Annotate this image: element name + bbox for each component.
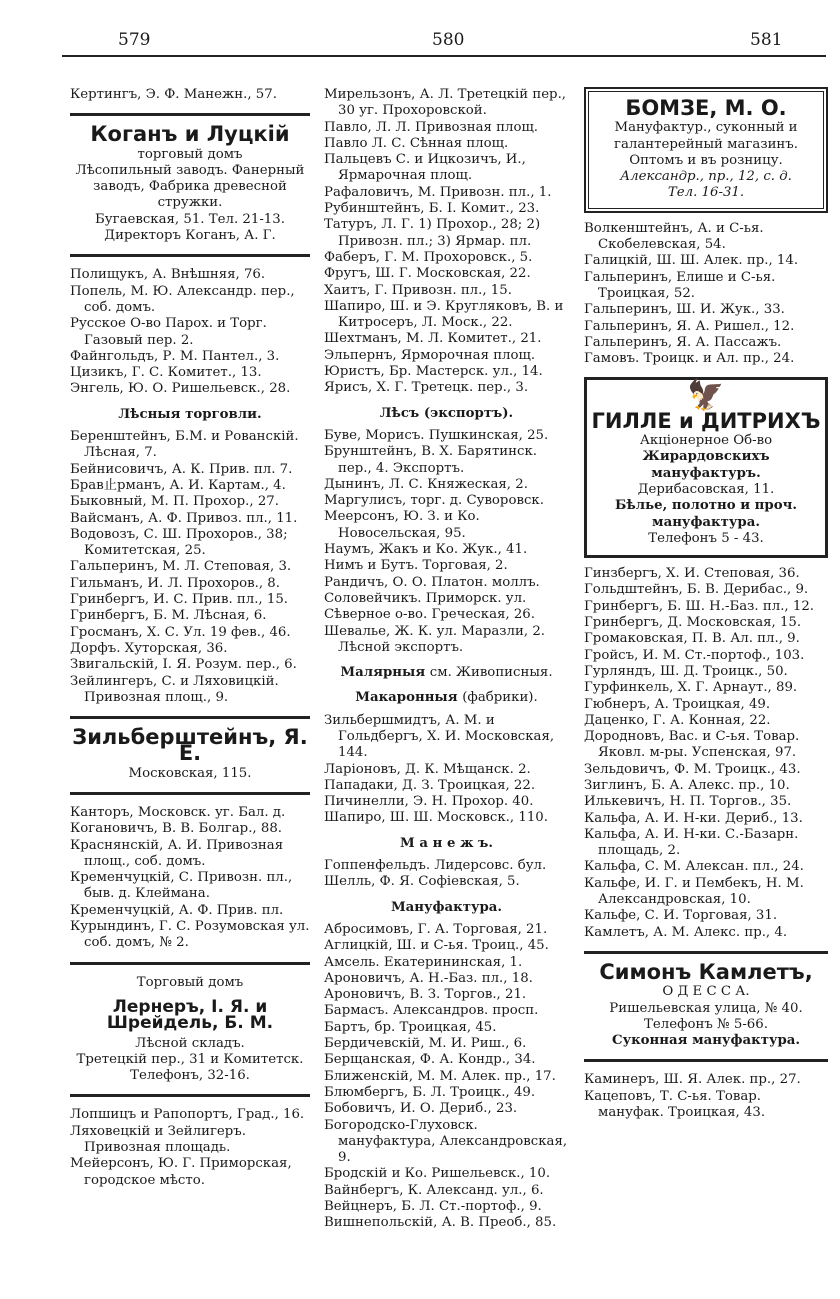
heading-note: (фабрики). (462, 690, 538, 706)
list-item: Гильманъ, И. Л. Прохоров., 8. (70, 575, 280, 591)
list-item: Попель, М. Ю. Александр. пер., соб. домъ. (70, 283, 295, 315)
list-item: Рубинштейнъ, Б. I. Комит., 23. (324, 201, 540, 217)
list-item: Нимъ и Бутъ. Торговая, 2. (324, 558, 508, 574)
section-heading-malyarnye (324, 665, 569, 681)
list-item: Рандичъ, О. О. Платон. моллъ. (324, 574, 540, 590)
page-number-right: 581 (750, 30, 783, 50)
column-center (324, 87, 569, 1232)
list-item: Гринбергъ, Б. Ш. Н.-Баз. пл., 12. (584, 598, 815, 614)
advert-kamlet (584, 959, 828, 1049)
list-item: Мирельзонъ, А. Л. Третецкій пер., 30 уг. Прохоровской. (324, 87, 567, 119)
advert-line: Директоръ Коганъ, А. Г. (104, 228, 276, 244)
page-number-left: 579 (118, 30, 151, 50)
section-heading: М а н е ж ъ. (400, 835, 493, 851)
list-item: Кертингъ, Э. Ф. Манежн., 57. (70, 87, 277, 102)
list-item: Дорфъ. Хуторская, 36. (70, 640, 228, 656)
heading-text: Малярныя (340, 665, 426, 681)
list-item: Кальфе, С. И. Торговая, 31. (584, 908, 778, 924)
advert-line: Жирардовскихъ мануфактуръ. (642, 449, 770, 481)
divider (70, 792, 310, 795)
list-item: Курындинъ, Г. С. Розумовская ул. соб. домъ, № 2. (70, 919, 310, 951)
advert-line: Лѣсопильный заводъ. Фанерный заводъ, Фабрика древесной стружки. (75, 162, 305, 211)
list-item: Блюмбергъ, Б. Л. Троицк., 49. (324, 1084, 536, 1100)
list-item: Гюбнеръ, А. Троицкая, 49. (584, 696, 771, 712)
list-item: Камлетъ, А. М. Алекс. пр., 4. (584, 924, 788, 940)
advert-title: БОМЗЕ, М. О. (625, 96, 787, 120)
list-item: Гурфинкель, Х. Г. Арнаут., 89. (584, 680, 798, 696)
list-item: Ларіоновъ, Д. К. Мѣщанск. 2. (324, 761, 531, 777)
advert-title: Зильберштейнъ, Я. Е. (72, 725, 308, 766)
list-item: Энгель, Ю. О. Ришельевск., 28. (70, 381, 291, 397)
advert-line: Тел. 16-31. (667, 185, 745, 201)
advert-line: Телефонъ № 5-66. (644, 1016, 768, 1032)
entry-list (70, 267, 310, 397)
list-item: Когановичъ, В. В. Болгар., 88. (70, 821, 283, 837)
list-item: Бродскій и Ко. Ришельевск., 10. (324, 1166, 551, 1182)
list-item: Кальфа, С. М. Алексан. пл., 24. (584, 859, 804, 875)
advert-line: Бѣлье, полотно и проч. мануфактура. (615, 498, 797, 530)
entry-list (584, 566, 828, 941)
advert-title: Симонъ Камлетъ, (599, 959, 813, 984)
list-item: Ляховецкій и Зейлигеръ. Привозная площадь. (70, 1123, 246, 1156)
list-item: Гинзбергъ, Х. И. Степовая, 36. (584, 566, 800, 582)
list-item: Гурляндъ, Ш. Д. Троицк., 50. (584, 663, 788, 679)
column-right (584, 87, 828, 1121)
list-item: Полищукъ, А. Внѣшняя, 76. (70, 267, 266, 283)
divider (70, 113, 310, 116)
list-item: Соловейчикъ. Приморск. ул. (324, 590, 527, 606)
advert-line: Торговый домъ (136, 974, 244, 990)
list-item: Юристъ, Бр. Мастерск. ул., 14. (324, 364, 543, 380)
list-item: Ярисъ, Х. Г. Третецк. пер., 3. (324, 380, 529, 396)
list-item: Аглицкій, Ш. и С-ья. Троиц., 45. (324, 938, 549, 954)
list-item: Сѣверное о-во. Греческая, 26. (324, 607, 535, 623)
list-item: Кальфа, А. И. Н-ки. С.-Базарн. площадь, 2. (584, 826, 799, 859)
list-item: Даценко, Г. А. Конная, 22. (584, 712, 771, 728)
advert-title: Коганъ и Луцкій (90, 122, 290, 147)
list-item: Зейлингеръ, С. и Ляховицкій. Привозная площ., 9. (70, 673, 279, 705)
list-item: Канторъ, Московск. уг. Бал. д. (70, 804, 286, 820)
advert-line: Бугаевская, 51. Тел. 21-13. (95, 211, 285, 227)
list-item: Мейерсонъ, Ю. Г. Приморская, городское мѣсто. (70, 1156, 292, 1188)
entry-list (70, 805, 310, 952)
list-item: Хаитъ, Г. Привозн. пл., 15. (324, 282, 512, 298)
advert-line: Телефонъ, 32-16. (130, 1068, 250, 1084)
list-item: Гринбергъ, Б. М. Лѣсная, 6. (70, 608, 267, 624)
list-item: Рафаловичъ, М. Привозн. пл., 1. (324, 184, 552, 200)
section-heading: Лѣсъ (экспортъ). (379, 405, 514, 421)
list-item: Кременчуцкій, А. Ф. Прив. пл. (70, 902, 284, 918)
entry-list (70, 429, 310, 706)
list-item: Файнгольдъ, Р. М. Пантел., 3. (70, 348, 280, 364)
list-item: Илькевичъ, Н. П. Торгов., 35. (584, 794, 792, 810)
list-item: Бармасъ. Александров. просп. (324, 1003, 539, 1019)
entry-list (324, 87, 569, 397)
list-item: Вейцнеръ, Б. Л. Ст.-портоф., 9. (324, 1199, 542, 1214)
list-item: Волкенштейнъ, А. и С-ья. Скобелевская, 54. (584, 220, 764, 253)
list-item: Громаковская, П. В. Ал. пл., 9. (584, 631, 800, 647)
advert-title: Лернеръ, I. Я. и Шрейдель, Б. М. (106, 996, 274, 1034)
list-item: Бейнисовичъ, А. К. Прив. пл. 7. (70, 461, 293, 477)
entry-list (324, 428, 569, 656)
list-item: Ароновичъ, А. Н.-Баз. пл., 18. (324, 970, 533, 986)
entry-list (70, 87, 310, 103)
list-item: Бердичевскій, М. И. Риш., 6. (324, 1036, 527, 1052)
divider (584, 1059, 828, 1062)
eagle-emblem-icon: 🦅 (687, 378, 725, 414)
list-item: Гросманъ, Х. С. Ул. 19 фев., 46. (70, 624, 291, 640)
list-item: Русское О-во Парох. и Торг. Газовый пер. 2. (70, 316, 267, 348)
advert-line: Дерибасовская, 11. (637, 481, 775, 497)
heading-text: Макаронныя (355, 690, 458, 706)
advert-line: торговый домъ (137, 146, 243, 162)
list-item: Брав止рманъ, А. И. Картам., 4. (70, 477, 286, 493)
entry-list (324, 713, 569, 827)
list-item: Шапиро, Ш. Ш. Московск., 110. (324, 810, 548, 826)
list-item: Кальфе, И. Г. и Пембекъ, Н. М. Александровская, 10. (584, 875, 804, 908)
list-item: Кацеповъ, Т. С-ья. Товар. мануфак. Троицкая, 43. (584, 1088, 766, 1121)
list-item: Буве, Морисъ. Пушкинская, 25. (324, 427, 549, 443)
list-item: Бартъ, бр. Троицкая, 45. (324, 1019, 497, 1035)
list-item: Гринбергъ, И. С. Прив. пл., 15. (70, 592, 289, 608)
list-item: Шапиро, Ш. и Э. Кругляковъ, В. и Китросеръ, Л. Моск., 22. (324, 298, 564, 331)
list-item: Вишнепольскій, А. В. Преоб., 85. (324, 1215, 557, 1231)
list-item: Зильбершмидтъ, А. М. и Гольдбергъ, Х. И. Московская, 144. (324, 712, 555, 761)
list-item: Фаберъ, Г. М. Прохоровск., 5. (324, 249, 533, 265)
advert-kogan-lutsky (70, 122, 310, 244)
list-item: Вайнбергъ, К. Александ. ул., 6. (324, 1182, 544, 1198)
list-item: Бобовичъ, И. О. Дериб., 23. (324, 1101, 518, 1117)
entry-list (324, 858, 569, 891)
list-item: Дородновъ, Вас. и С-ья. Товар. Яковл. м-ры. Успенская, 97. (584, 729, 800, 761)
advert-line: Мануфактур., суконный и галантерейный магазинъ. Оптомъ и въ розницу. (614, 120, 798, 168)
advert-lerner (70, 975, 310, 1085)
list-item: Гальперинъ, Елише и С-ья. Троицкая, 52. (584, 269, 776, 301)
advert-line: Ришельевская улица, № 40. (609, 1000, 803, 1016)
list-item: Зиглинъ, Б. А. Алекс. пр., 10. (584, 777, 790, 793)
list-item: Шелль, Ф. Я. Софіевская, 5. (324, 874, 520, 890)
list-item: Цизикъ, Г. С. Комитет., 13. (70, 365, 262, 381)
advert-line: Суконная мануфактура. (611, 1033, 800, 1049)
list-item: Павло, Л. Л. Привозная площ. (324, 119, 539, 135)
divider (70, 254, 310, 257)
list-item: Кальфа, А. И. Н-ки. Дериб., 13. (584, 810, 803, 826)
list-item: Водовозъ, С. Ш. Прохоров., 38; Комитетская, 25. (70, 526, 288, 559)
list-item: Гринбергъ, Д. Московская, 15. (584, 615, 802, 631)
section-heading-makaronnye (324, 690, 569, 706)
advert-line: Третецкій пер., 31 и Комитетск. (76, 1051, 304, 1067)
divider (70, 716, 310, 719)
list-item: Пападаки, Д. З. Троицкая, 22. (324, 777, 536, 793)
list-item: Гройсъ, И. М. Ст.-портоф., 103. (584, 647, 805, 663)
header-rule (62, 55, 826, 57)
list-item: Звигальскій, I. Я. Розум. пер., 6. (70, 657, 297, 673)
list-item: Шехтманъ, М. Л. Комитет., 21. (324, 331, 542, 347)
list-item: Маргулисъ, торг. д. Суворовск. (324, 493, 544, 509)
list-item: Амсель. Екатерининская, 1. (324, 954, 523, 970)
advert-zilbershtein (70, 725, 310, 782)
page-number-center: 580 (432, 30, 465, 50)
list-item: Гальперинъ, Я. А. Пассажъ. (584, 334, 782, 350)
list-item: Брунштейнъ, В. Х. Барятинск. пер., 4. Экспортъ. (324, 444, 538, 476)
heading-note: см. Живописныя. (429, 665, 553, 681)
entry-list (584, 221, 828, 368)
list-item: Дынинъ, Л. С. Княжеская, 2. (324, 476, 528, 492)
advert-line: Лѣсной складъ. (135, 1035, 245, 1051)
list-item: Богородско-Глуховск. мануфактура, Александровская, 9. (324, 1117, 568, 1166)
list-item: Краснянскій, А. И. Привозная площ., соб. домъ. (70, 837, 284, 869)
advert-line: Московская, 115. (128, 765, 252, 781)
entry-list (584, 1072, 828, 1121)
list-item: Вайсманъ, А. Ф. Привоз. пл., 11. (70, 510, 298, 526)
list-item: Гальперинъ, М. Л. Степовая, 3. (70, 559, 292, 575)
list-item: Шевалье, Ж. К. ул. Маразли, 2. Лѣсной экспортъ. (324, 623, 546, 655)
advert-line: Александр., пр., 12, с. д. (620, 169, 792, 185)
entry-list (70, 1107, 310, 1188)
list-item: Берщанская, Ф. А. Кондр., 34. (324, 1052, 536, 1068)
divider (584, 951, 828, 954)
list-item: Гоппенфельдъ. Лидерсовс. бул. (324, 858, 547, 874)
list-item: Фругъ, Ш. Г. Московская, 22. (324, 266, 531, 282)
column-left (70, 87, 310, 1189)
advert-title: ГИЛЛЕ и ДИТРИХЪ (591, 408, 821, 433)
list-item: Зельдовичъ, Ф. М. Троицк., 43. (584, 761, 801, 777)
list-item: Наумъ, Жакъ и Ко. Жук., 41. (324, 542, 528, 558)
advert-bomze (584, 87, 828, 213)
list-item: Гольдштейнъ, Б. В. Дерибас., 9. (584, 582, 809, 598)
list-item: Меерсонъ, Ю. З. и Ко. Новосельская, 95. (324, 509, 480, 541)
list-item: Ароновичъ, В. З. Торгов., 21. (324, 987, 527, 1003)
advert-line: О Д Е С С А. (662, 984, 750, 1000)
list-item: Гальперинъ, Я. А. Ришел., 12. (584, 318, 795, 334)
list-item: Гамовъ. Троицк. и Ал. пр., 24. (584, 351, 795, 367)
list-item: Гальперинъ, Ш. И. Жук., 33. (584, 302, 785, 318)
list-item: Беренштейнъ, Б.М. и Рованскій. Лѣсная, 7. (70, 429, 299, 461)
list-item: Татуръ, Л. Г. 1) Прохор., 28; 2) Привозн. пл.; 3) Ярмар. пл. (324, 217, 541, 249)
list-item: Лопшицъ и Рапопортъ, Град., 16. (70, 1107, 305, 1123)
list-item: Галицкій, Ш. Ш. Алек. пр., 14. (584, 253, 799, 269)
list-item: Эльпернъ, Ярморочная площ. (324, 347, 536, 363)
advert-line: Телефонъ 5 - 43. (648, 530, 764, 546)
list-item: Ближенскій, М. М. Алек. пр., 17. (324, 1068, 556, 1084)
list-item: Пичинелли, Э. Н. Прохор. 40. (324, 794, 534, 810)
list-item: Пальцевъ С. и Ицкозичъ, И., Ярмарочная площ. (324, 152, 526, 184)
list-item: Каминеръ, Ш. Я. Алек. пр., 27. (584, 1072, 801, 1088)
advert-gille-ditrikh (584, 377, 828, 558)
list-item: Быковный, М. П. Прохор., 27. (70, 494, 279, 510)
advert-line: Акціонерное Об-во (639, 433, 773, 449)
divider (70, 962, 310, 965)
list-item: Кременчуцкій, С. Привозн. пл., быв. д. Клеймана. (70, 870, 293, 902)
section-heading: Мануфактура. (390, 899, 503, 915)
entry-list (324, 922, 569, 1232)
list-item: Абросимовъ, Г. А. Торговая, 21. (324, 921, 548, 937)
divider (70, 1094, 310, 1097)
section-heading: Лѣсныя торговли. (118, 406, 262, 422)
list-item: Павло Л. С. Сѣнная площ. (324, 135, 509, 151)
